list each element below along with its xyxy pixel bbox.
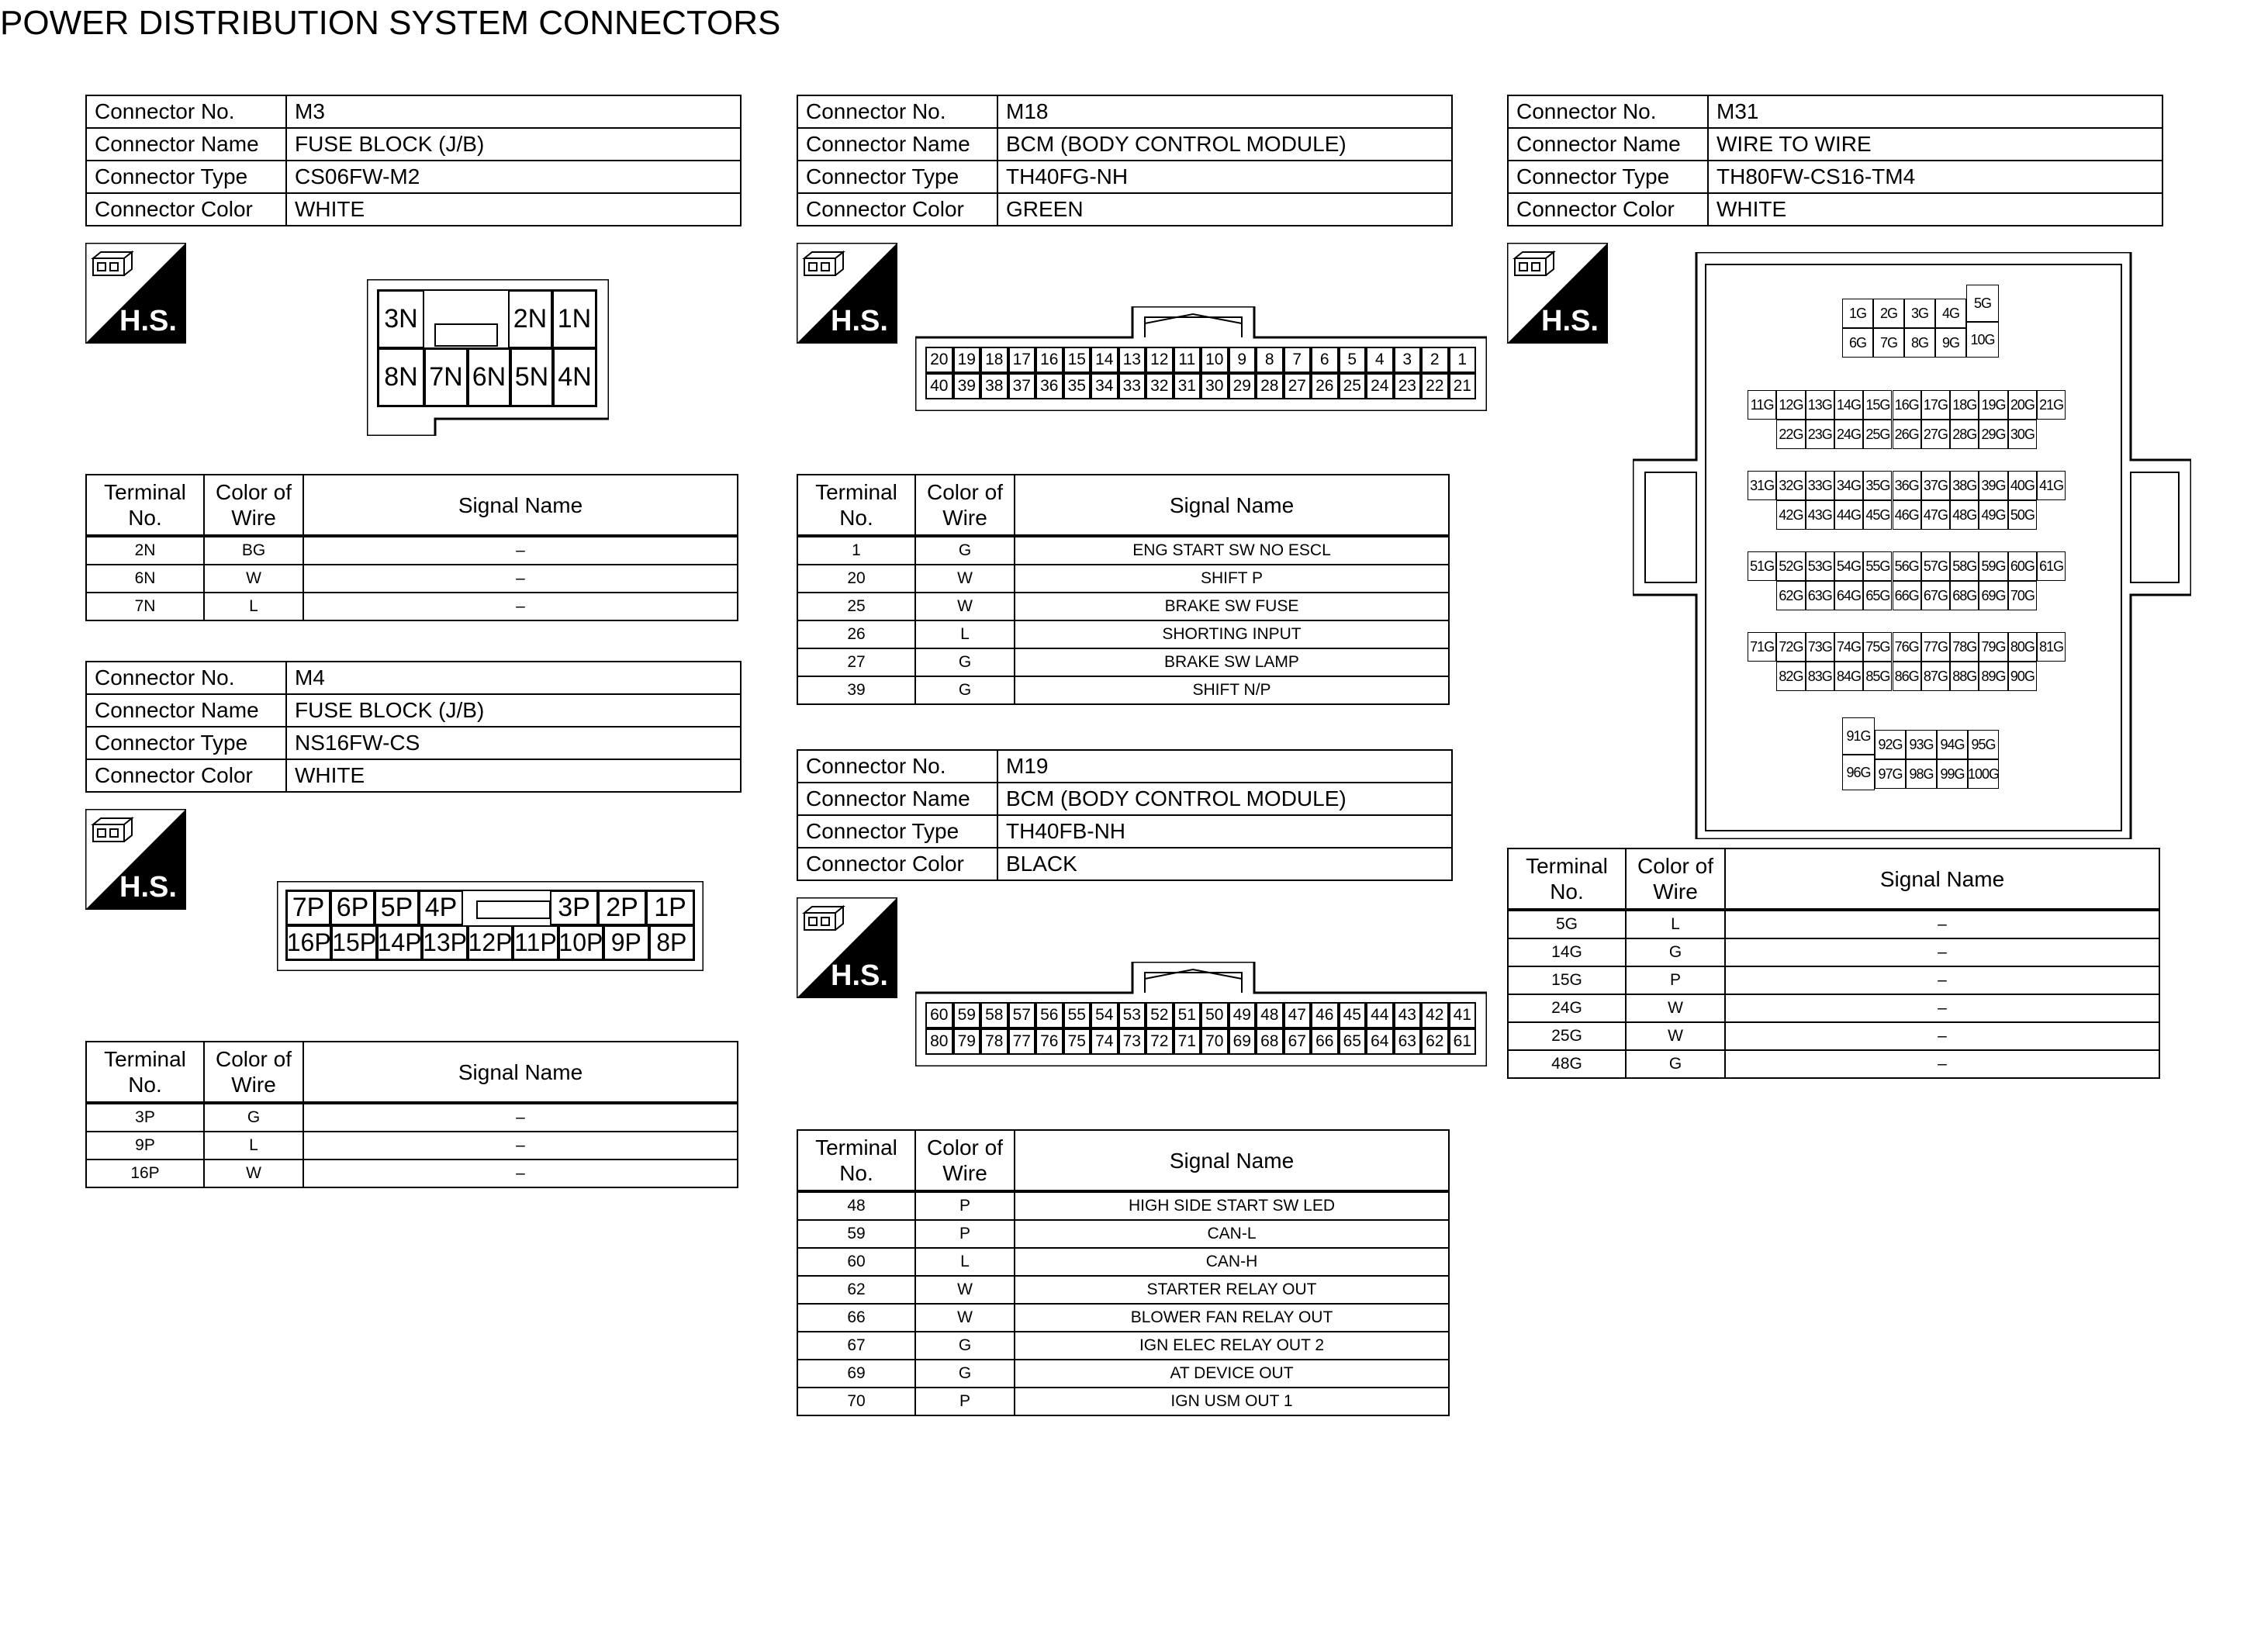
pin-22g: 22G — [1776, 420, 1805, 449]
pin-2n: 2N — [508, 290, 552, 348]
pin-80: 80 — [925, 1028, 953, 1055]
pin-60: 60 — [925, 1002, 953, 1028]
pin-12p: 12P — [468, 925, 513, 960]
pin-64g: 64G — [1834, 581, 1863, 610]
table-row: 59 P CAN-L — [797, 1220, 1449, 1248]
pin-3: 3 — [1394, 347, 1422, 373]
pin-57g: 57G — [1921, 551, 1950, 581]
pin-27g: 27G — [1921, 420, 1950, 449]
pin-96g: 96G — [1842, 755, 1875, 790]
pin-67: 67 — [1284, 1028, 1312, 1055]
pin-63g: 63G — [1806, 581, 1834, 610]
pin-37: 37 — [1008, 373, 1036, 399]
pin-28g: 28G — [1950, 420, 1979, 449]
pin-14: 14 — [1091, 347, 1118, 373]
pin-78g: 78G — [1950, 632, 1979, 662]
pin-38: 38 — [980, 373, 1008, 399]
pin-76g: 76G — [1893, 632, 1921, 662]
pin-3g: 3G — [1904, 299, 1935, 328]
pin-2p: 2P — [598, 890, 646, 925]
table-row: 67 G IGN ELEC RELAY OUT 2 — [797, 1332, 1449, 1360]
pin-23g: 23G — [1806, 420, 1834, 449]
pin-10g: 10G — [1966, 322, 1999, 358]
pin-1: 1 — [1449, 347, 1477, 373]
pin-44: 44 — [1366, 1002, 1394, 1028]
pin-24g: 24G — [1834, 420, 1863, 449]
pin-1g: 1G — [1842, 299, 1873, 328]
pin-32g: 32G — [1776, 471, 1805, 500]
pin-52: 52 — [1146, 1002, 1174, 1028]
table-row: 16P W – — [86, 1160, 738, 1187]
pin-48: 48 — [1256, 1002, 1284, 1028]
pin-35g: 35G — [1863, 471, 1892, 500]
pin-41: 41 — [1449, 1002, 1477, 1028]
harness-side-icon: H.S. — [85, 809, 186, 910]
connector-no-value: M4 — [286, 662, 741, 694]
pin-1p: 1P — [646, 890, 694, 925]
pin-18: 18 — [980, 347, 1008, 373]
pin-4p: 4P — [419, 890, 463, 925]
table-row: 27 G BRAKE SW LAMP — [797, 648, 1449, 676]
pin-72: 72 — [1146, 1028, 1174, 1055]
pin-68g: 68G — [1950, 581, 1979, 610]
connector-face-m3 — [367, 279, 609, 436]
pin-8g: 8G — [1904, 328, 1935, 358]
pin-10p: 10P — [558, 925, 603, 960]
pin-8: 8 — [1256, 347, 1284, 373]
terminal-table: Terminal No. Color of Wire Signal Name 2N BG – 6N W – 7N L – — [85, 474, 738, 621]
pin-31g: 31G — [1748, 471, 1776, 500]
pin-56g: 56G — [1893, 551, 1921, 581]
pin-95g: 95G — [1968, 730, 1999, 759]
pin-21: 21 — [1449, 373, 1477, 399]
pin-65: 65 — [1339, 1028, 1367, 1055]
pin-13: 13 — [1118, 347, 1146, 373]
pin-22: 22 — [1421, 373, 1449, 399]
pin-54: 54 — [1091, 1002, 1118, 1028]
pin-79g: 79G — [1979, 632, 2007, 662]
pin-6: 6 — [1311, 347, 1339, 373]
pin-34: 34 — [1091, 373, 1118, 399]
pin-98g: 98G — [1906, 759, 1937, 789]
connector-type-value: NS16FW-CS — [286, 727, 741, 759]
pin-28: 28 — [1256, 373, 1284, 399]
pin-26: 26 — [1311, 373, 1339, 399]
pin-34g: 34G — [1834, 471, 1863, 500]
pin-20g: 20G — [2008, 390, 2037, 420]
pin-66g: 66G — [1893, 581, 1921, 610]
pin-100g: 100G — [1968, 759, 1999, 789]
pin-58g: 58G — [1950, 551, 1979, 581]
connector-info-table: Connector No. M31 Connector Name WIRE TO WIRE Connector Type TH80FW-CS16-TM4 Connector Color WHITE — [1507, 95, 2163, 226]
pin-1n: 1N — [552, 290, 596, 348]
pin-73g: 73G — [1806, 632, 1834, 662]
pin-35: 35 — [1063, 373, 1091, 399]
pin-66: 66 — [1311, 1028, 1339, 1055]
pin-29g: 29G — [1979, 420, 2007, 449]
pin-46g: 46G — [1893, 500, 1921, 530]
pin-40: 40 — [925, 373, 953, 399]
pin-53g: 53G — [1806, 551, 1834, 581]
terminal-table: Terminal No. Color of Wire Signal Name 1 G ENG START SW NO ESCL 20 W SHIFT P 25 W BRAKE SW FUSE 26 L SHORTING INPUT 27 G BRAKE SW LAMP 39 G SHIFT N/P — [797, 474, 1450, 705]
table-row: 2N BG – — [86, 536, 738, 565]
pin-4: 4 — [1366, 347, 1394, 373]
pin-74g: 74G — [1834, 632, 1863, 662]
pin-14p: 14P — [377, 925, 422, 960]
pin-11g: 11G — [1748, 390, 1776, 420]
pin-6g: 6G — [1842, 328, 1873, 358]
pin-16p: 16P — [286, 925, 331, 960]
harness-side-icon: H.S. — [797, 897, 897, 998]
pin-10: 10 — [1201, 347, 1229, 373]
pin-36g: 36G — [1893, 471, 1921, 500]
table-row: 48G G – — [1508, 1050, 2159, 1078]
pin-41g: 41G — [2037, 471, 2066, 500]
pin-69g: 69G — [1979, 581, 2007, 610]
pin-81g: 81G — [2037, 632, 2066, 662]
pin-77: 77 — [1008, 1028, 1036, 1055]
pin-72g: 72G — [1776, 632, 1805, 662]
connector-no-value: M31 — [1708, 95, 2162, 128]
pin-2: 2 — [1421, 347, 1449, 373]
pin-47: 47 — [1284, 1002, 1312, 1028]
connector-color-value: BLACK — [997, 848, 1452, 880]
pin-65g: 65G — [1863, 581, 1892, 610]
pin-5n: 5N — [510, 348, 553, 406]
pin-16: 16 — [1035, 347, 1063, 373]
pin-45: 45 — [1339, 1002, 1367, 1028]
pin-6p: 6P — [330, 890, 375, 925]
pin-36: 36 — [1035, 373, 1063, 399]
pin-80g: 80G — [2008, 632, 2037, 662]
table-row: 25 W BRAKE SW FUSE — [797, 593, 1449, 620]
connector-name-value: WIRE TO WIRE — [1708, 128, 2162, 161]
table-row: 25G W – — [1508, 1022, 2159, 1050]
pin-19: 19 — [953, 347, 981, 373]
pin-56: 56 — [1035, 1002, 1063, 1028]
pin-7n: 7N — [424, 348, 468, 406]
table-row: 20 W SHIFT P — [797, 565, 1449, 593]
pin-55: 55 — [1063, 1002, 1091, 1028]
connector-color-value: WHITE — [286, 193, 741, 226]
pin-12g: 12G — [1776, 390, 1805, 420]
connector-name-value: BCM (BODY CONTROL MODULE) — [997, 128, 1452, 161]
table-row: 26 L SHORTING INPUT — [797, 620, 1449, 648]
pin-33: 33 — [1118, 373, 1146, 399]
pin-50g: 50G — [2008, 500, 2037, 530]
pin-97g: 97G — [1875, 759, 1906, 789]
pin-16g: 16G — [1893, 390, 1921, 420]
pin-5p: 5P — [375, 890, 419, 925]
table-row: 1 G ENG START SW NO ESCL — [797, 536, 1449, 565]
pin-62: 62 — [1421, 1028, 1449, 1055]
connector-info-table: Connector No. M18 Connector Name BCM (BODY CONTROL MODULE) Connector Type TH40FG-NH Connector Color GREEN — [797, 95, 1453, 226]
pin-31: 31 — [1174, 373, 1201, 399]
pin-70g: 70G — [2008, 581, 2037, 610]
pin-86g: 86G — [1893, 662, 1921, 691]
pin-82g: 82G — [1776, 662, 1805, 691]
pin-18g: 18G — [1950, 390, 1979, 420]
pin-5g: 5G — [1966, 285, 1999, 322]
pin-71: 71 — [1174, 1028, 1201, 1055]
page-title: POWER DISTRIBUTION SYSTEM CONNECTORS — [0, 4, 781, 42]
pin-39g: 39G — [1979, 471, 2007, 500]
terminal-table: Terminal No. Color of Wire Signal Name 5G L – 14G G – 15G P – 24G W – 25G W – 48G G – — [1507, 848, 2160, 1079]
connector-color-value: GREEN — [997, 193, 1452, 226]
pin-44g: 44G — [1834, 500, 1863, 530]
pin-62g: 62G — [1776, 581, 1805, 610]
pin-11: 11 — [1174, 347, 1201, 373]
table-row: 15G P – — [1508, 966, 2159, 994]
connector-type-value: TH40FG-NH — [997, 161, 1452, 193]
pin-59g: 59G — [1979, 551, 2007, 581]
terminal-table: Terminal No. Color of Wire Signal Name 48 P HIGH SIDE START SW LED 59 P CAN-L 60 L CAN-H 62 W STARTER RELAY OUT 66 W BLOWER FAN RELAY OUT 67 G IGN ELEC RELAY OUT 2 69 G AT DEVICE OUT 70 P IGN USM OUT 1 — [797, 1129, 1450, 1416]
pin-84g: 84G — [1834, 662, 1863, 691]
connector-no-value: M18 — [997, 95, 1452, 128]
connector-face-m31 — [1633, 252, 2191, 839]
connector-face-m19 — [915, 962, 1487, 1066]
table-row: 48 P HIGH SIDE START SW LED — [797, 1191, 1449, 1220]
pin-58: 58 — [980, 1002, 1008, 1028]
pin-51g: 51G — [1748, 551, 1776, 581]
pin-17: 17 — [1008, 347, 1036, 373]
pin-12: 12 — [1146, 347, 1174, 373]
pin-21g: 21G — [2037, 390, 2066, 420]
pin-4g: 4G — [1935, 299, 1966, 328]
pin-4n: 4N — [553, 348, 596, 406]
pin-5: 5 — [1339, 347, 1367, 373]
pin-27: 27 — [1284, 373, 1312, 399]
table-row: 6N W – — [86, 565, 738, 593]
pin-93g: 93G — [1906, 730, 1937, 759]
harness-side-icon: H.S. — [1507, 243, 1608, 344]
pin-9p: 9P — [603, 925, 648, 960]
table-row: 60 L CAN-H — [797, 1248, 1449, 1276]
pin-54g: 54G — [1834, 551, 1863, 581]
pin-52g: 52G — [1776, 551, 1805, 581]
table-row: 24G W – — [1508, 994, 2159, 1022]
pin-48g: 48G — [1950, 500, 1979, 530]
pin-73: 73 — [1118, 1028, 1146, 1055]
pin-51: 51 — [1174, 1002, 1201, 1028]
pin-61g: 61G — [2037, 551, 2066, 581]
pin-14g: 14G — [1834, 390, 1863, 420]
pin-63: 63 — [1394, 1028, 1422, 1055]
connector-info-table: Connector No. M19 Connector Name BCM (BODY CONTROL MODULE) Connector Type TH40FB-NH Connector Color BLACK — [797, 749, 1453, 881]
pin-9: 9 — [1229, 347, 1257, 373]
pin-42: 42 — [1421, 1002, 1449, 1028]
table-row: 5G L – — [1508, 910, 2159, 938]
pin-77g: 77G — [1921, 632, 1950, 662]
connector-color-value: WHITE — [286, 759, 741, 792]
pin-39: 39 — [953, 373, 981, 399]
pin-17g: 17G — [1921, 390, 1950, 420]
pin-61: 61 — [1449, 1028, 1477, 1055]
pin-8n: 8N — [378, 348, 424, 406]
pin-19g: 19G — [1979, 390, 2007, 420]
pin-38g: 38G — [1950, 471, 1979, 500]
connector-face-m18 — [915, 306, 1487, 411]
pin-6n: 6N — [468, 348, 510, 406]
pin-55g: 55G — [1863, 551, 1892, 581]
pin-8p: 8P — [649, 925, 694, 960]
pin-33g: 33G — [1806, 471, 1834, 500]
pin-24: 24 — [1366, 373, 1394, 399]
pin-74: 74 — [1091, 1028, 1118, 1055]
pin-59: 59 — [953, 1002, 981, 1028]
table-row: 9P L – — [86, 1132, 738, 1160]
table-row: 70 P IGN USM OUT 1 — [797, 1388, 1449, 1415]
pin-11p: 11P — [513, 925, 558, 960]
pin-85g: 85G — [1863, 662, 1892, 691]
pin-88g: 88G — [1950, 662, 1979, 691]
pin-13p: 13P — [422, 925, 467, 960]
pin-15g: 15G — [1863, 390, 1892, 420]
pin-13g: 13G — [1806, 390, 1834, 420]
pin-75: 75 — [1063, 1028, 1091, 1055]
pin-67g: 67G — [1921, 581, 1950, 610]
pin-49: 49 — [1229, 1002, 1257, 1028]
pin-7p: 7P — [286, 890, 330, 925]
connector-info-table: Connector No. M4 Connector Name FUSE BLOCK (J/B) Connector Type NS16FW-CS Connector Color WHITE — [85, 661, 742, 793]
pin-30: 30 — [1201, 373, 1229, 399]
pin-83g: 83G — [1806, 662, 1834, 691]
pin-15p: 15P — [331, 925, 376, 960]
table-row: 66 W BLOWER FAN RELAY OUT — [797, 1304, 1449, 1332]
pin-91g: 91G — [1842, 717, 1875, 755]
pin-25g: 25G — [1863, 420, 1892, 449]
terminal-table: Terminal No. Color of Wire Signal Name 3P G – 9P L – 16P W – — [85, 1041, 738, 1188]
connector-name-value: BCM (BODY CONTROL MODULE) — [997, 783, 1452, 815]
connector-no-value: M3 — [286, 95, 741, 128]
table-row: 7N L – — [86, 593, 738, 620]
harness-side-icon: H.S. — [797, 243, 897, 344]
pin-37g: 37G — [1921, 471, 1950, 500]
pin-43g: 43G — [1806, 500, 1834, 530]
connector-name-value: FUSE BLOCK (J/B) — [286, 694, 741, 727]
connector-type-value: TH40FB-NH — [997, 815, 1452, 848]
table-row: 69 G AT DEVICE OUT — [797, 1360, 1449, 1388]
pin-42g: 42G — [1776, 500, 1805, 530]
pin-7: 7 — [1284, 347, 1312, 373]
pin-49g: 49G — [1979, 500, 2007, 530]
table-row: 39 G SHIFT N/P — [797, 676, 1449, 704]
pin-79: 79 — [953, 1028, 981, 1055]
pin-15: 15 — [1063, 347, 1091, 373]
pin-29: 29 — [1229, 373, 1257, 399]
pin-40g: 40G — [2008, 471, 2037, 500]
pin-71g: 71G — [1748, 632, 1776, 662]
pin-78: 78 — [980, 1028, 1008, 1055]
pin-89g: 89G — [1979, 662, 2007, 691]
connector-no-value: M19 — [997, 750, 1452, 783]
connector-name-value: FUSE BLOCK (J/B) — [286, 128, 741, 161]
table-row: 14G G – — [1508, 938, 2159, 966]
pin-25: 25 — [1339, 373, 1367, 399]
connector-type-value: CS06FW-M2 — [286, 161, 741, 193]
table-row: 62 W STARTER RELAY OUT — [797, 1276, 1449, 1304]
pin-20: 20 — [925, 347, 953, 373]
pin-94g: 94G — [1937, 730, 1968, 759]
pin-46: 46 — [1311, 1002, 1339, 1028]
pin-69: 69 — [1229, 1028, 1257, 1055]
connector-info-table: Connector No. M3 Connector Name FUSE BLOCK (J/B) Connector Type CS06FW-M2 Connector Color WHITE — [85, 95, 742, 226]
pin-60g: 60G — [2008, 551, 2037, 581]
pin-70: 70 — [1201, 1028, 1229, 1055]
connector-type-value: TH80FW-CS16-TM4 — [1708, 161, 2162, 193]
pin-57: 57 — [1008, 1002, 1036, 1028]
pin-7g: 7G — [1873, 328, 1904, 358]
table-row: 3P G – — [86, 1103, 738, 1132]
pin-23: 23 — [1394, 373, 1422, 399]
pin-3p: 3P — [550, 890, 598, 925]
pin-99g: 99G — [1937, 759, 1968, 789]
pin-47g: 47G — [1921, 500, 1950, 530]
pin-75g: 75G — [1863, 632, 1892, 662]
pin-92g: 92G — [1875, 730, 1906, 759]
pin-2g: 2G — [1873, 299, 1904, 328]
pin-3n: 3N — [378, 290, 424, 348]
harness-side-icon: H.S. — [85, 243, 186, 344]
pin-53: 53 — [1118, 1002, 1146, 1028]
connector-face-m4 — [277, 881, 704, 971]
pin-64: 64 — [1366, 1028, 1394, 1055]
pin-68: 68 — [1256, 1028, 1284, 1055]
connector-color-value: WHITE — [1708, 193, 2162, 226]
pin-9g: 9G — [1935, 328, 1966, 358]
pin-50: 50 — [1201, 1002, 1229, 1028]
pin-45g: 45G — [1863, 500, 1892, 530]
pin-87g: 87G — [1921, 662, 1950, 691]
pin-30g: 30G — [2008, 420, 2037, 449]
pin-76: 76 — [1035, 1028, 1063, 1055]
pin-32: 32 — [1146, 373, 1174, 399]
pin-90g: 90G — [2008, 662, 2037, 691]
pin-26g: 26G — [1893, 420, 1921, 449]
pin-43: 43 — [1394, 1002, 1422, 1028]
